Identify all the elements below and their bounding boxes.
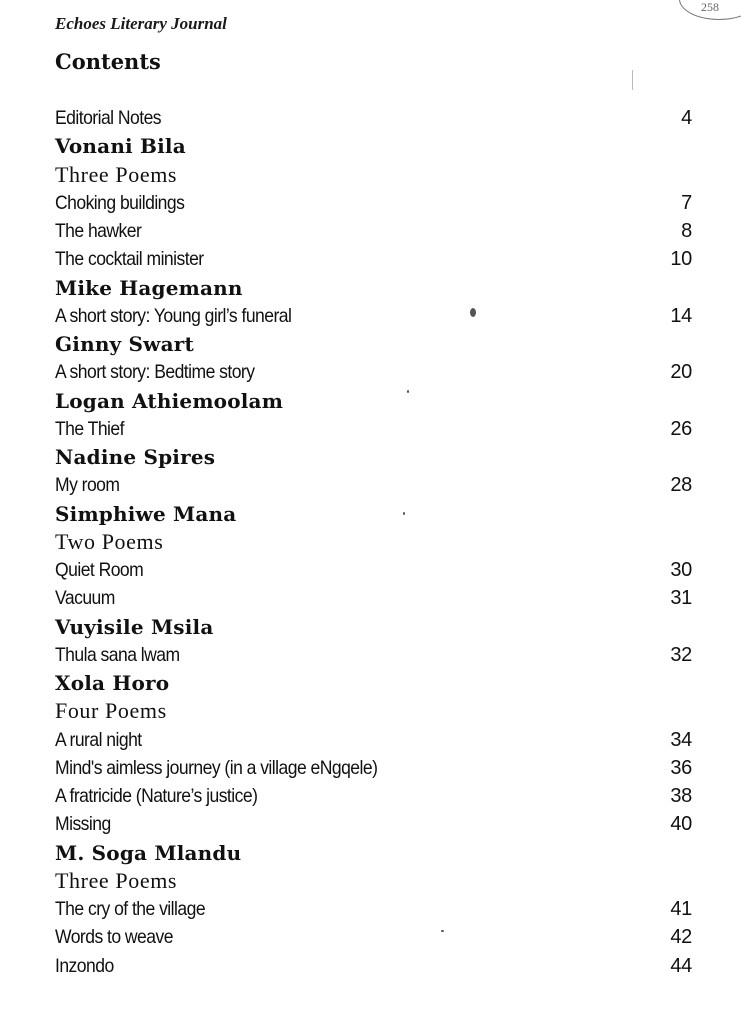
toc-row [55, 697, 700, 725]
toc-page-number: 31 [670, 587, 692, 610]
toc-title: Quiet Room [55, 559, 144, 581]
toc-page-number: 42 [670, 926, 692, 949]
toc-title: Mind's aimless journey (in a village eNgqele) [55, 756, 378, 779]
toc-page-number: 7 [681, 191, 692, 214]
toc-title: Editorial Notes [55, 107, 162, 129]
toc-row [55, 500, 700, 528]
toc-title: Two Poems [55, 528, 164, 554]
toc-title: A short story: Young girl’s funeral [55, 304, 292, 327]
toc-title: Vonani Bila [55, 134, 186, 159]
toc-page-number: 44 [670, 954, 692, 977]
toc-row [55, 415, 700, 443]
toc-page-number: 32 [670, 643, 692, 666]
toc-page-number: 10 [670, 248, 692, 271]
toc-page-number: 14 [670, 304, 692, 327]
toc-row [55, 782, 700, 810]
toc-row [55, 556, 700, 584]
toc-row [55, 810, 700, 838]
toc-title: The cocktail minister [55, 248, 204, 271]
scan-speck [470, 308, 476, 317]
toc-row [55, 302, 700, 330]
toc-title: Nadine Spires [55, 445, 216, 469]
toc-page-number: 38 [670, 785, 692, 807]
toc-row [55, 584, 700, 612]
toc-row [55, 330, 700, 358]
toc-page-number: 34 [670, 728, 692, 751]
toc-row [55, 189, 700, 217]
toc-title: Inzondo [55, 954, 114, 977]
toc-page-number: 36 [670, 756, 692, 779]
toc-title: Xola Horo [55, 671, 170, 695]
toc-title: A short story: Bedtime story [55, 361, 255, 384]
toc-page-number: 4 [681, 107, 692, 129]
toc-title: Thula sana lwam [55, 643, 180, 666]
toc-title: Ginny Swart [55, 332, 194, 356]
page-stamp-number: 258 [701, 0, 719, 14]
toc-row [55, 867, 700, 895]
toc-row [55, 274, 700, 302]
toc-row [55, 754, 700, 782]
toc-title: A fratricide (Nature’s justice) [55, 785, 258, 807]
toc-row [55, 387, 700, 415]
toc-row [55, 839, 700, 867]
toc-row [55, 471, 700, 499]
toc-row [55, 217, 700, 245]
toc-title: Logan Athiemoolam [55, 388, 284, 413]
toc-row [55, 443, 700, 471]
toc-title: M. Soga Mlandu [55, 840, 242, 865]
toc-page-number: 8 [681, 220, 692, 242]
toc-title: The hawker [55, 220, 142, 242]
toc-row [55, 669, 700, 697]
toc-title: Vuyisile Msila [55, 614, 214, 639]
toc-page-number: 30 [670, 559, 692, 581]
toc-title: Words to weave [55, 926, 173, 949]
toc-title: Three Poems [55, 867, 178, 893]
toc-row [55, 358, 700, 386]
toc-page-number: 20 [670, 361, 692, 384]
contents-heading: Contents [55, 49, 161, 74]
toc-row [55, 161, 700, 189]
toc-row [55, 104, 700, 132]
toc-page-number: 40 [670, 813, 692, 836]
toc-row [55, 613, 700, 641]
scan-speck [407, 390, 409, 393]
toc-row [55, 895, 700, 923]
toc-title: Four Poems [55, 698, 167, 724]
toc-title: Choking buildings [55, 191, 185, 214]
toc-page-number: 41 [670, 898, 692, 920]
toc-row [55, 952, 700, 980]
toc-row [55, 641, 700, 669]
toc-title: The Thief [55, 417, 124, 440]
scan-speck [441, 930, 444, 932]
scan-speck [632, 70, 633, 90]
table-of-contents [55, 104, 700, 980]
toc-row [55, 528, 700, 556]
toc-title: Mike Hagemann [55, 275, 243, 300]
toc-title: Three Poems [55, 161, 178, 187]
toc-title: A rural night [55, 728, 142, 751]
toc-page-number: 26 [670, 417, 692, 440]
toc-row [55, 726, 700, 754]
toc-row [55, 132, 700, 160]
toc-row [55, 245, 700, 273]
toc-page-number: 28 [670, 474, 692, 497]
toc-row [55, 923, 700, 951]
toc-title: The cry of the village [55, 898, 206, 920]
toc-title: Vacuum [55, 587, 115, 610]
scan-speck [403, 512, 405, 515]
toc-title: My room [55, 474, 120, 497]
toc-title: Missing [55, 813, 111, 836]
toc-title: Simphiwe Mana [55, 501, 237, 526]
journal-title: Echoes Literary Journal [55, 14, 227, 33]
